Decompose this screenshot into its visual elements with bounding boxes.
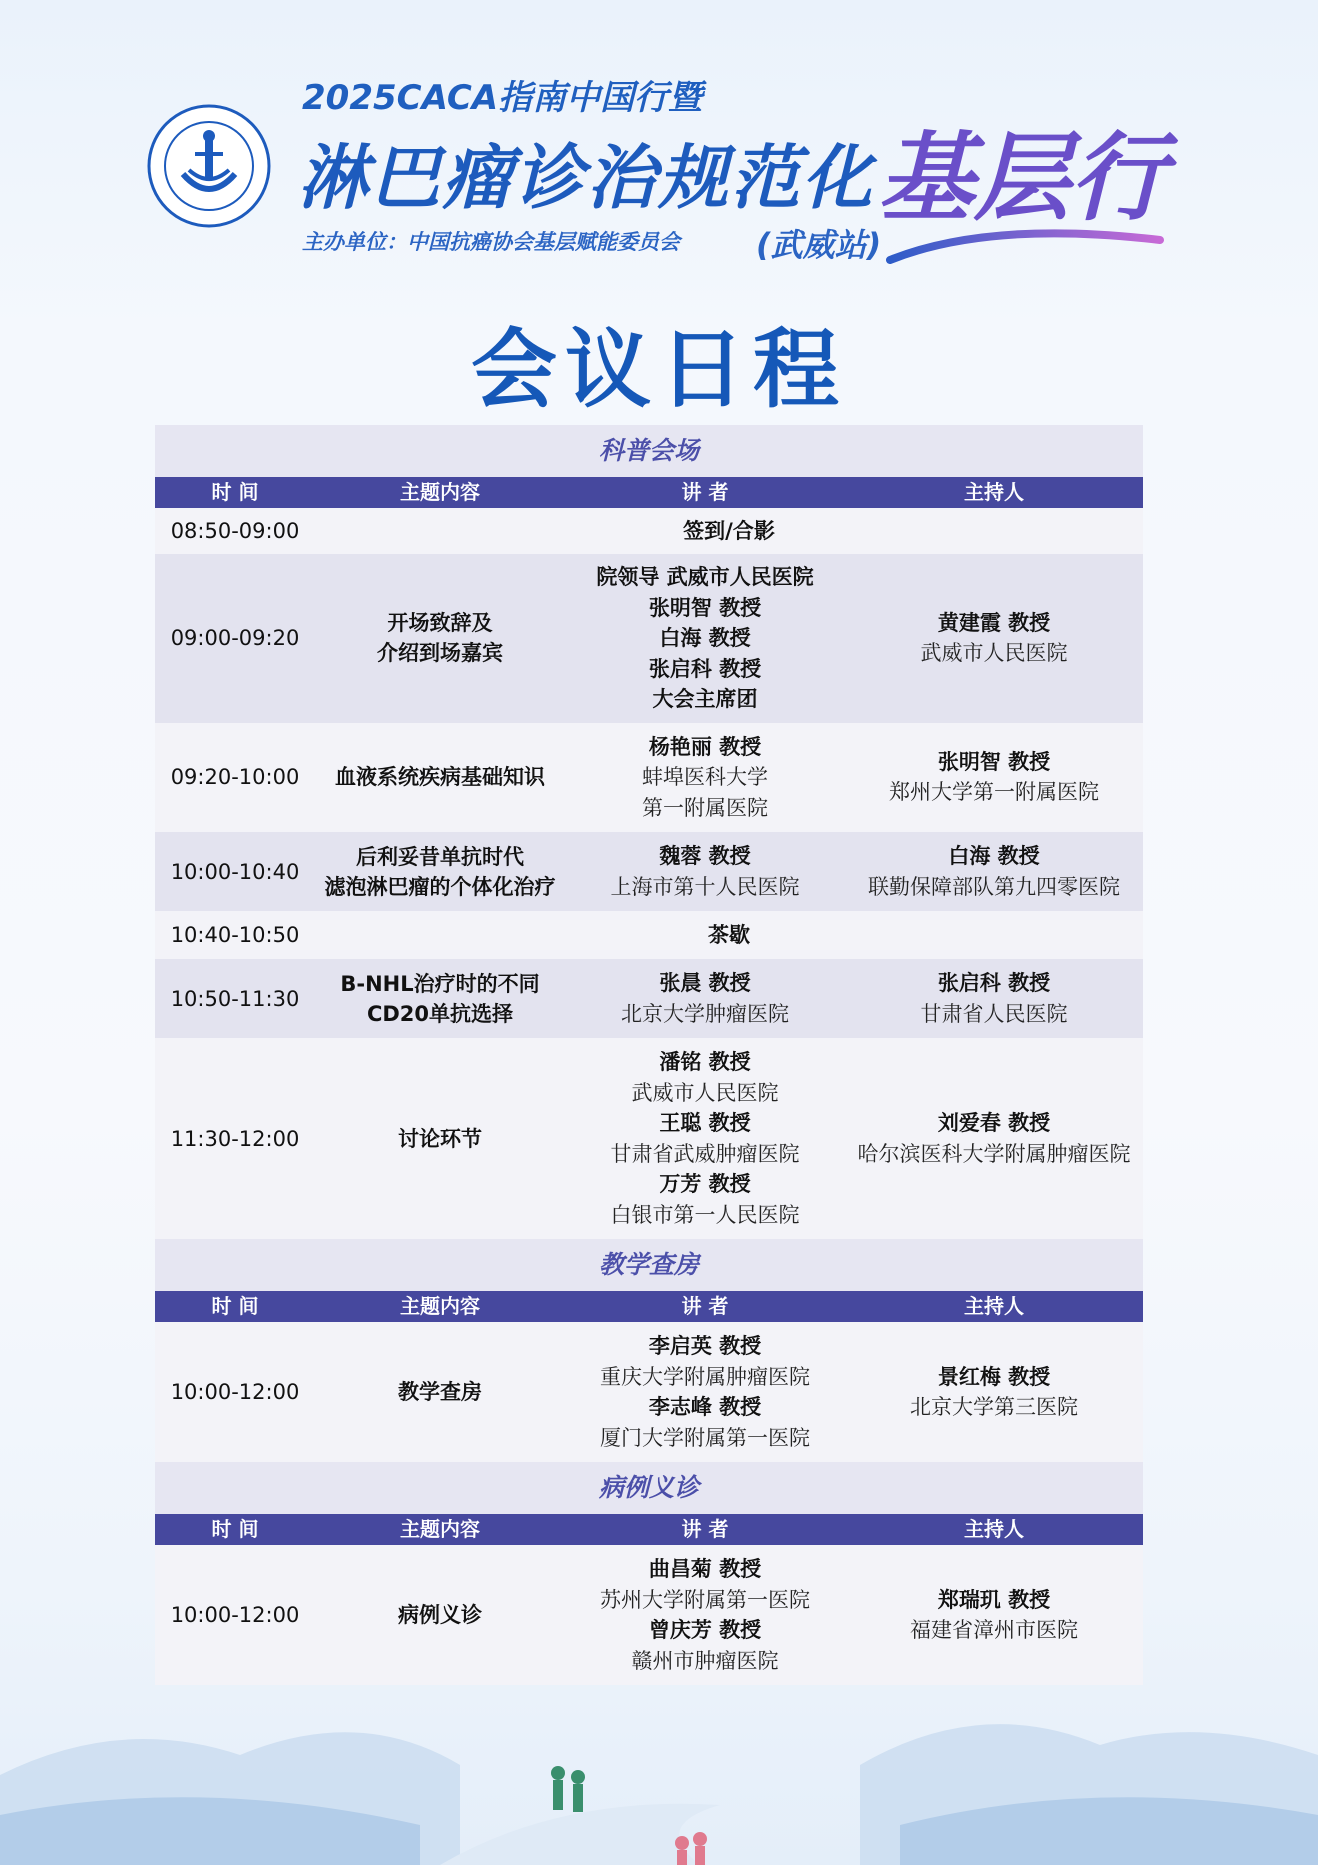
host-line: 联勤保障部队第九四零医院 [868, 874, 1120, 899]
host-line: 郑瑞玑 教授 [937, 1587, 1051, 1612]
row-speakers [565, 841, 845, 902]
organizer-text: 主办单位：中国抗癌协会基层赋能委员会 [302, 230, 680, 254]
speaker-line: 甘肃省武威肿瘤医院 [610, 1141, 800, 1166]
host-line: 白海 教授 [948, 844, 1040, 868]
speaker-line: 李启英 教授 [648, 1334, 762, 1358]
poster-header [0, 0, 1318, 290]
header-speaker: 讲 者 [681, 1294, 729, 1318]
row-time: 10:50-11:30 [170, 986, 300, 1011]
header-time: 时 间 [211, 1294, 259, 1318]
row-span-label: 茶歇 [708, 923, 750, 947]
topic-line: 开场致辞及 [387, 611, 493, 636]
topic-line: B-NHL治疗时的不同 [340, 971, 540, 996]
mountain-landscape-icon [0, 1625, 1318, 1865]
row-time: 11:30-12:00 [170, 1126, 300, 1151]
speaker-line: 李志峰 教授 [648, 1395, 762, 1419]
host-line: 哈尔滨医科大学附属肿瘤医院 [857, 1141, 1131, 1166]
row-topic [315, 1124, 565, 1154]
speaker-line: 白银市第一人民医院 [610, 1202, 800, 1227]
event-subtitle: 2025CACA指南中国行暨 [302, 78, 703, 118]
table-row [155, 508, 1143, 554]
speaker-line: 万芳 教授 [659, 1172, 751, 1196]
header-topic: 主题内容 [400, 480, 480, 504]
row-hosts [845, 968, 1143, 1029]
topic-line: 教学查房 [398, 1380, 482, 1404]
station-label: (武威站) [756, 226, 882, 264]
header-host: 主持人 [964, 1517, 1024, 1541]
host-line: 甘肃省人民医院 [920, 1001, 1068, 1026]
speaker-line: 蚌埠医科大学 [642, 765, 768, 789]
speaker-line: 北京大学肿瘤医院 [621, 1001, 789, 1026]
host-line: 张启科 教授 [937, 971, 1051, 995]
speaker-line: 张启科 教授 [648, 656, 762, 681]
table-row [155, 1322, 1143, 1462]
speaker-line: 第一附属医院 [642, 795, 768, 820]
speaker-line: 潘铭 教授 [659, 1050, 751, 1074]
speaker-line: 杨艳丽 教授 [648, 734, 762, 759]
row-topic [315, 1377, 565, 1407]
header-time: 时 间 [211, 480, 259, 504]
table-header [155, 1291, 1143, 1322]
row-time: 10:00-12:00 [170, 1603, 300, 1627]
row-time: 08:50-09:00 [170, 519, 300, 543]
host-line: 北京大学第三医院 [910, 1395, 1078, 1419]
row-hosts [845, 608, 1143, 669]
row-time: 09:20-10:00 [170, 765, 300, 790]
topic-line: CD20单抗选择 [366, 1001, 514, 1026]
speaker-line: 张明智 教授 [648, 595, 762, 620]
host-line: 张明智 教授 [937, 749, 1051, 774]
topic-line: 病例义诊 [398, 1603, 482, 1627]
speaker-line: 厦门大学附属第一医院 [600, 1425, 810, 1450]
speaker-line: 上海市第十人民医院 [610, 874, 800, 899]
topic-line: 介绍到场嘉宾 [377, 641, 503, 666]
speaker-line: 曲昌菊 教授 [648, 1557, 762, 1581]
speaker-line: 武威市人民医院 [631, 1080, 779, 1105]
speaker-line: 魏蓉 教授 [659, 844, 751, 868]
header-speaker: 讲 者 [681, 1517, 729, 1541]
topic-line: 血液系统疾病基础知识 [335, 765, 545, 790]
speaker-line: 曾庆芳 教授 [648, 1618, 762, 1642]
row-speakers [565, 1331, 845, 1453]
row-topic [315, 969, 565, 1029]
row-topic [315, 608, 565, 668]
table-row [155, 554, 1143, 723]
row-time: 10:00-12:00 [170, 1380, 300, 1404]
header-time: 时 间 [211, 1517, 259, 1541]
agenda-title: 会议日程 [471, 320, 847, 420]
section-title: 教学查房 [155, 1239, 1143, 1291]
speaker-line: 重庆大学附属肿瘤医院 [600, 1364, 810, 1389]
row-topic [315, 762, 565, 792]
header-host: 主持人 [964, 1294, 1024, 1318]
host-line: 黄建霞 教授 [937, 610, 1051, 635]
topic-line: 滤泡淋巴瘤的个体化治疗 [324, 874, 556, 899]
row-hosts [845, 1108, 1143, 1169]
speaker-line: 院领导 武威市人民医院 [596, 565, 814, 589]
speaker-line: 王聪 教授 [659, 1111, 751, 1135]
header-topic: 主题内容 [400, 1517, 480, 1541]
section-title: 科普会场 [155, 425, 1143, 477]
row-hosts [845, 1362, 1143, 1423]
host-line: 武威市人民医院 [920, 641, 1068, 666]
host-line: 郑州大学第一附属医院 [889, 780, 1099, 805]
row-time: 10:00-10:40 [170, 859, 300, 884]
header-topic: 主题内容 [400, 1294, 480, 1318]
event-title: 淋巴瘤诊治规范化 [298, 137, 874, 219]
table-header [155, 1514, 1143, 1545]
table-row [155, 959, 1143, 1038]
table-row [155, 911, 1143, 959]
table-row [155, 723, 1143, 833]
row-speakers [565, 1047, 845, 1230]
row-time: 09:00-09:20 [170, 626, 300, 651]
topic-line: 后利妥昔单抗时代 [356, 844, 524, 869]
speaker-line: 张晨 教授 [659, 971, 751, 995]
host-line: 景红梅 教授 [937, 1364, 1051, 1389]
row-hosts [845, 841, 1143, 902]
row-speakers [565, 562, 845, 715]
speaker-line: 白海 教授 [659, 626, 751, 650]
speaker-line: 赣州市肿瘤医院 [631, 1648, 779, 1673]
event-slogan: 基层行 [878, 121, 1166, 234]
host-line: 福建省漳州市医院 [910, 1618, 1078, 1642]
host-line: 刘爱春 教授 [937, 1111, 1051, 1135]
header-speaker: 讲 者 [681, 480, 729, 504]
header-host: 主持人 [964, 480, 1024, 504]
table-row [155, 1038, 1143, 1239]
topic-line: 讨论环节 [398, 1126, 482, 1151]
speaker-line: 大会主席团 [652, 687, 758, 711]
brush-stroke-icon [880, 180, 1170, 290]
schedule-table [155, 425, 1143, 1685]
row-speakers [565, 732, 845, 824]
table-row [155, 832, 1143, 911]
row-topic [315, 842, 565, 902]
speaker-line: 苏州大学附属第一医院 [600, 1587, 810, 1612]
row-time: 10:40-10:50 [170, 923, 300, 947]
section-title: 病例义诊 [155, 1462, 1143, 1514]
row-speakers [565, 968, 845, 1029]
caca-logo-icon [147, 104, 271, 228]
table-header [155, 477, 1143, 508]
row-span-label: 签到/合影 [683, 519, 775, 543]
row-hosts [845, 747, 1143, 808]
